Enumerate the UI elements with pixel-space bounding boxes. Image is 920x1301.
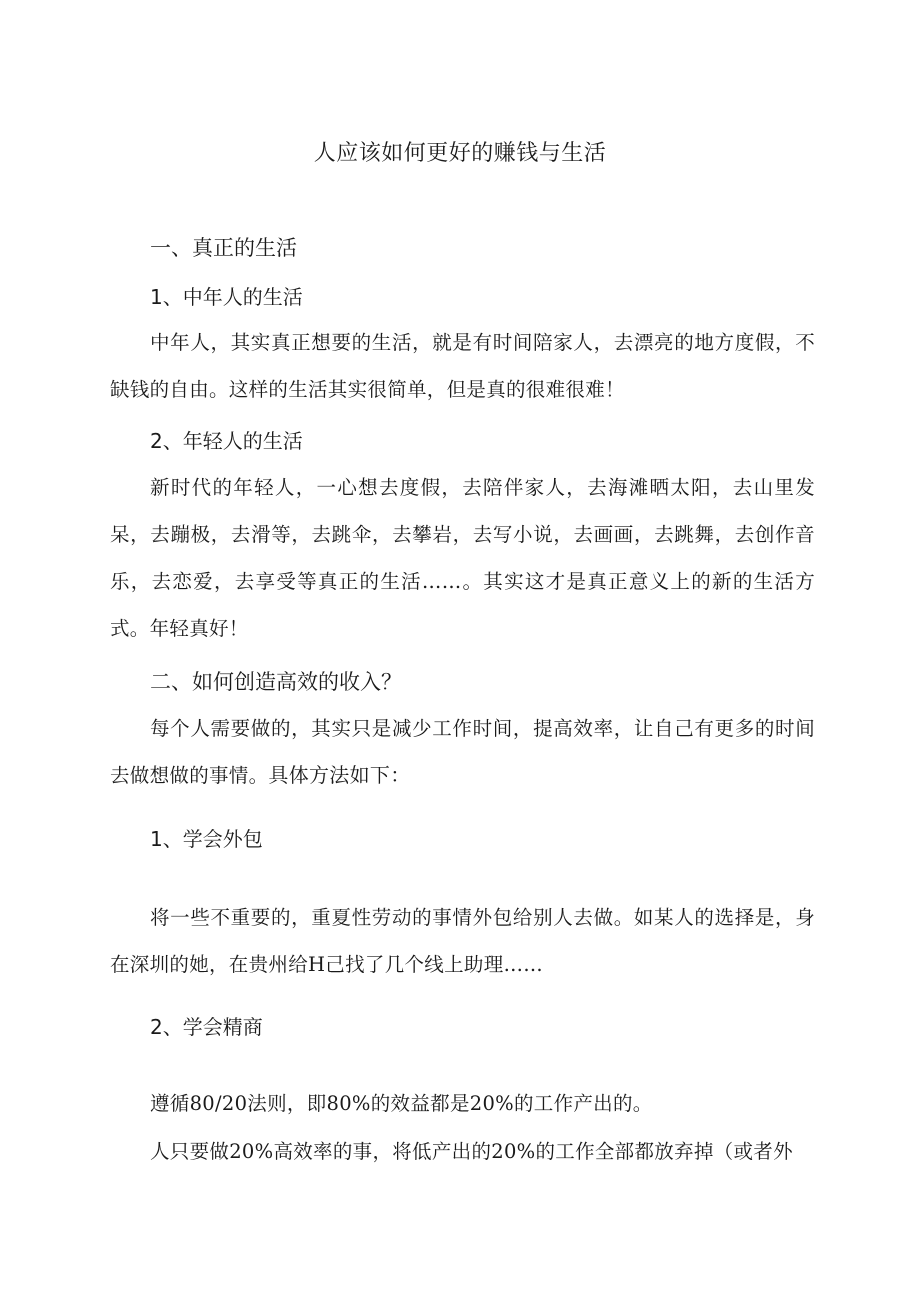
section-heading-efficient-income: 二、如何创造高效的收入？ — [150, 670, 402, 694]
paragraph-80-20-rule: 遵循80/20法则，即80%的效益都是20%的工作产出的。 — [150, 1092, 653, 1115]
paragraph-efficient-income-intro — [110, 705, 815, 799]
paragraph-20-percent-work: 人只要做20%高效率的事，将低产出的20%的工作全部都放弃掉（或者外 — [150, 1140, 793, 1163]
intro-methods-lead: 具体方法如下： — [268, 763, 411, 787]
paragraph-middle-aged-life: 中年人，其实真正想要的生活，就是有时间陪家人，去漂亮的地方度假，不缺钱的自由。这样的生活其实很简单，但是真的很难很难！ — [110, 331, 815, 401]
subheading-middle-aged-life: 1、中年人的生活 — [150, 285, 303, 309]
paragraph-learn-outsourcing: 将一些不重要的，重夏性劳动的事情外包给别人去做。如某人的选择是，身在深圳的她，在贵州给H己找了几个线上助理…… — [110, 906, 815, 976]
subheading-learn-refinement: 2、学会精商 — [150, 1015, 263, 1039]
section-heading-real-life: 一、真正的生活 — [150, 236, 297, 260]
paragraph-young-people-life: 新时代的年轻人，一心想去度假，去陪伴家人，去海滩晒太阳，去山里发呆，去蹦极，去滑等，去跳伞，去攀岩，去写小说，去画画，去跳舞，去创作音乐，去恋爱，去享受等真正的生活……。其实这才是真正意义上的新的生活方式。年轻真好！ — [110, 476, 815, 640]
intro-text: 每个人需要做的，其实只是减少工作时间，提高效率，让自己有更多的时间去做想做的事情。 — [110, 717, 815, 787]
subheading-young-people-life: 2、年轻人的生活 — [150, 429, 303, 453]
subheading-learn-outsourcing: 1、学会外包 — [150, 827, 263, 851]
document-title: 人应该如何更好的赚钱与生活 — [313, 141, 607, 166]
